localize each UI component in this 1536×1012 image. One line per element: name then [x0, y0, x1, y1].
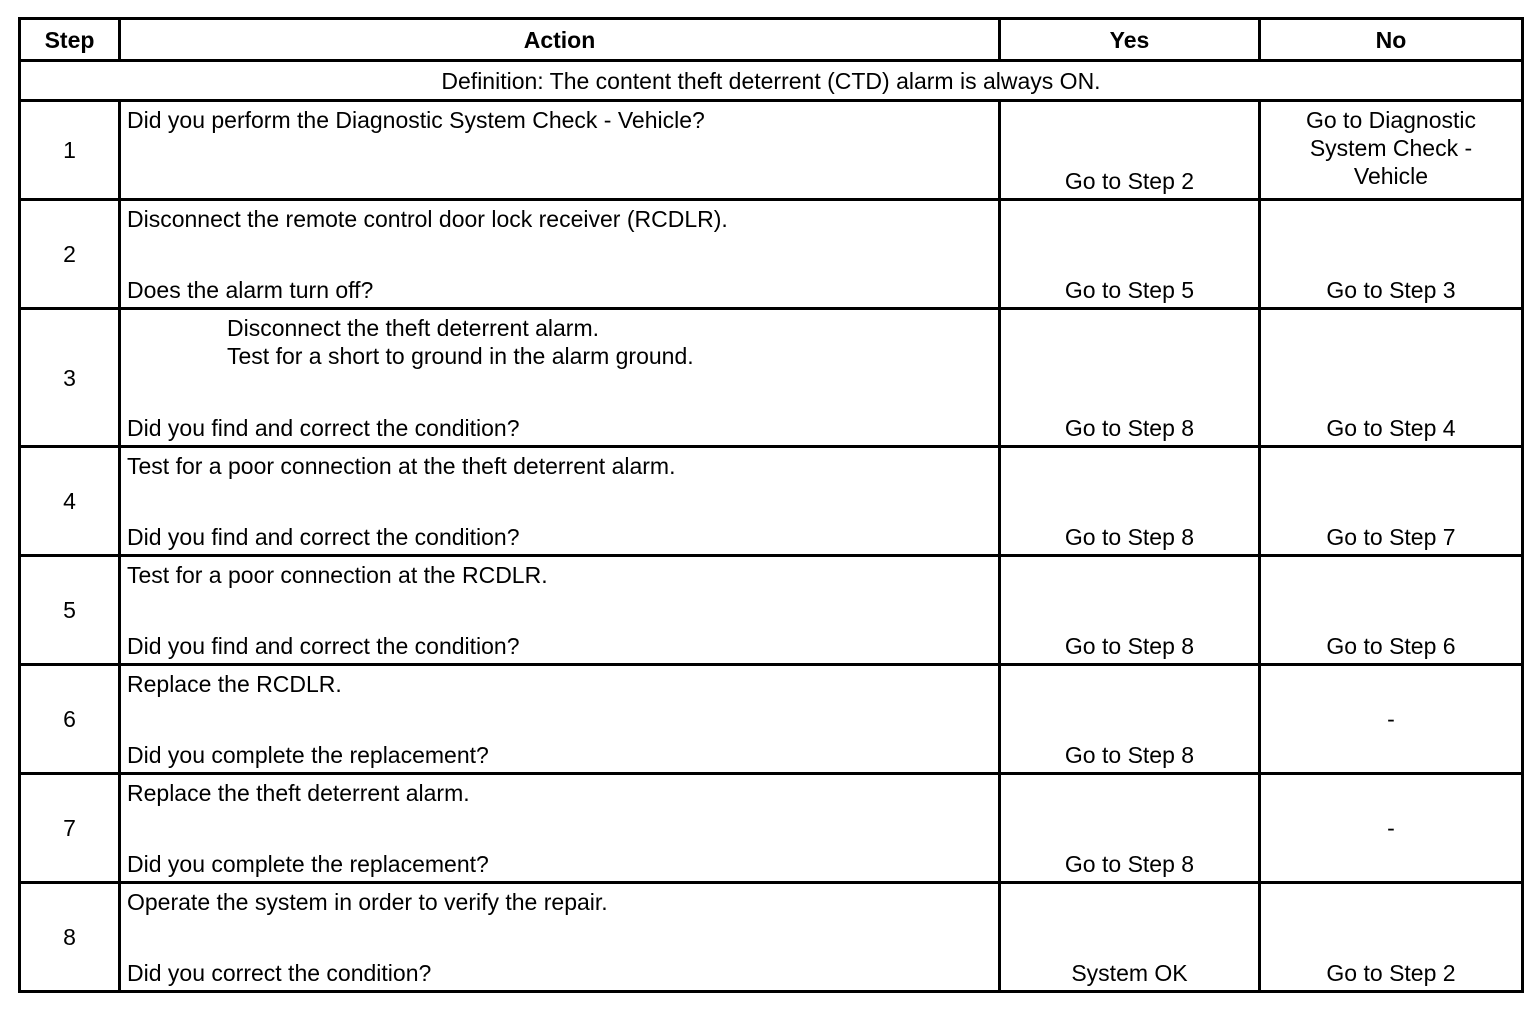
table-row: [20, 309, 1523, 447]
action-question: Does the alarm turn off?: [127, 277, 374, 303]
step-number: 3: [20, 309, 120, 447]
no-cell: Go to Step 2: [1260, 883, 1523, 992]
no-cell: [1260, 101, 1523, 200]
step-number: 5: [20, 556, 120, 665]
action-question: Did you find and correct the condition?: [127, 633, 520, 659]
action-line: Disconnect the remote control door lock receiver (RCDLR).: [127, 206, 728, 232]
action-cell: [120, 883, 1000, 992]
action-question: Did you complete the replacement?: [127, 851, 489, 877]
action-cell: [120, 774, 1000, 883]
action-line: Replace the RCDLR.: [127, 671, 342, 697]
table-row: [20, 447, 1523, 556]
action-question: Did you complete the replacement?: [127, 742, 489, 768]
no-cell: Go to Step 7: [1260, 447, 1523, 556]
no-line: System Check -: [1309, 135, 1473, 161]
yes-cell: Go to Step 8: [1000, 774, 1260, 883]
no-line: Go to Diagnostic: [1305, 107, 1477, 133]
table-row: [20, 774, 1523, 883]
header-no: No: [1260, 19, 1523, 61]
action-line: Disconnect the theft deterrent alarm.: [227, 315, 600, 341]
no-line: Vehicle: [1353, 163, 1429, 189]
header-step: Step: [20, 19, 120, 61]
yes-cell: Go to Step 8: [1000, 556, 1260, 665]
action-cell: [120, 200, 1000, 309]
action-cell: [120, 447, 1000, 556]
definition-text: Definition: The content theft deterrent (CTD) alarm is always ON.: [20, 61, 1523, 101]
action-question: Did you find and correct the condition?: [127, 524, 520, 550]
yes-cell: Go to Step 8: [1000, 665, 1260, 774]
action-cell: [120, 309, 1000, 447]
action-line: Replace the theft deterrent alarm.: [127, 780, 470, 806]
action-cell: [120, 556, 1000, 665]
action-question: Did you correct the condition?: [127, 960, 432, 986]
yes-cell: System OK: [1000, 883, 1260, 992]
no-cell: -: [1260, 774, 1523, 883]
table-row: [20, 101, 1523, 200]
header-yes: Yes: [1000, 19, 1260, 61]
step-number: 7: [20, 774, 120, 883]
table-row: [20, 200, 1523, 309]
action-line: Test for a short to ground in the alarm ground.: [227, 343, 694, 369]
step-number: 4: [20, 447, 120, 556]
step-number: 1: [20, 101, 120, 200]
no-cell: -: [1260, 665, 1523, 774]
action-line: Test for a poor connection at the RCDLR.: [127, 562, 548, 588]
action-line: Did you perform the Diagnostic System Check - Vehicle?: [127, 107, 705, 133]
no-cell: Go to Step 6: [1260, 556, 1523, 665]
action-question: Did you find and correct the condition?: [127, 415, 520, 441]
step-number: 2: [20, 200, 120, 309]
no-cell: Go to Step 3: [1260, 200, 1523, 309]
definition-row: [20, 61, 1523, 101]
diagnostic-table: [18, 17, 1524, 993]
yes-cell: Go to Step 5: [1000, 200, 1260, 309]
yes-cell: Go to Step 8: [1000, 309, 1260, 447]
step-number: 8: [20, 883, 120, 992]
table-row: [20, 556, 1523, 665]
yes-cell: Go to Step 8: [1000, 447, 1260, 556]
no-cell: Go to Step 4: [1260, 309, 1523, 447]
action-line: Test for a poor connection at the theft deterrent alarm.: [127, 453, 676, 479]
step-number: 6: [20, 665, 120, 774]
action-line: Operate the system in order to verify the repair.: [127, 889, 608, 915]
table-row: [20, 883, 1523, 992]
action-cell: [120, 101, 1000, 200]
action-cell: [120, 665, 1000, 774]
table-row: [20, 665, 1523, 774]
header-action: Action: [120, 19, 1000, 61]
header-row: [20, 19, 1523, 61]
yes-cell: Go to Step 2: [1000, 101, 1260, 200]
